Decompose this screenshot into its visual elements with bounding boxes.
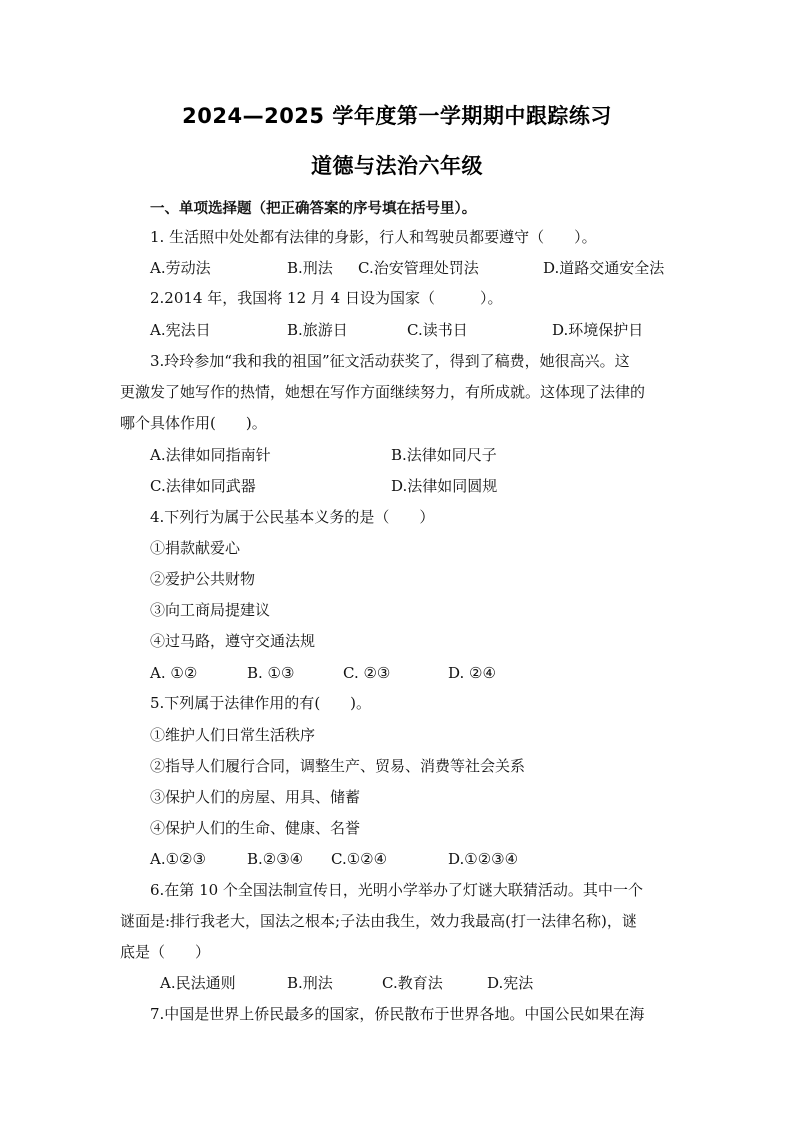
question-2-stem: 2.2014 年，我国将 12 月 4 日设为国家（ ）。: [150, 289, 503, 307]
question-5-option-a: A.①②③: [150, 850, 206, 868]
question-6-option-a: A.民法通则: [160, 974, 236, 992]
question-4-stem: 4.下列行为属于公民基本义务的是（ ）: [150, 508, 435, 526]
section-heading: 一、单项选择题（把正确答案的序号填在括号里）。: [150, 201, 477, 217]
question-3-line-2: 更激发了她写作的热情，她想在写作方面继续努力，有所成就。这体现了法律的: [120, 383, 646, 401]
question-1-option-b: B.刑法: [287, 259, 333, 277]
question-1-stem: 1. 生活照中处处都有法律的身影，行人和驾驶员都要遵守（ ）。: [150, 228, 597, 246]
question-6-option-b: B.刑法: [287, 974, 333, 992]
question-4-option-c: C. ②③: [343, 664, 391, 682]
question-4-option-b: B. ①③: [247, 664, 295, 682]
question-6-line-2: 谜面是:排行我老大，国法之根本;子法由我生，效力我最高(打一法律名称)，谜: [120, 912, 637, 930]
question-4-item-2: ②爱护公共财物: [150, 570, 256, 588]
question-4-item-4: ④过马路，遵守交通法规: [150, 632, 316, 650]
question-1-option-d: D.道路交通安全法: [543, 259, 665, 277]
document-title: 2024—2025 学年度第一学期期中跟踪练习: [182, 104, 612, 128]
question-4-item-1: ①捐款献爱心: [150, 539, 241, 557]
question-2-option-b: B.旅游日: [287, 321, 348, 339]
question-3-option-b: B.法律如同尺子: [391, 446, 497, 464]
question-4-item-3: ③向工商局提建议: [150, 601, 271, 619]
question-2-option-d: D.环境保护日: [552, 321, 644, 339]
question-6-option-d: D.宪法: [487, 974, 534, 992]
question-3-option-a: A.法律如同指南针: [150, 446, 271, 464]
question-6-line-1: 6.在第 10 个全国法制宣传日，光明小学举办了灯谜大联猜活动。其中一个: [150, 881, 643, 899]
question-7-line-1: 7.中国是世界上侨民最多的国家，侨民散布于世界各地。中国公民如果在海: [150, 1005, 645, 1023]
question-6-option-c: C.教育法: [382, 974, 443, 992]
question-5-item-3: ③保护人们的房屋、用具、储蓄: [150, 788, 361, 806]
question-5-item-2: ②指导人们履行合同，调整生产、贸易、消费等社会关系: [150, 757, 526, 775]
question-2-option-c: C.读书日: [407, 321, 468, 339]
question-5-stem: 5.下列属于法律作用的有( )。: [150, 694, 372, 712]
question-3-option-c: C.法律如同武器: [150, 477, 256, 495]
question-5-option-d: D.①②③④: [448, 850, 519, 868]
question-3-line-1: 3.玲玲参加“我和我的祖国”征文活动获奖了，得到了稿费，她很高兴。这: [150, 352, 630, 370]
question-4-option-d: D. ②④: [448, 664, 496, 682]
question-2-option-a: A.宪法日: [150, 321, 211, 339]
question-3-line-3: 哪个具体作用( )。: [120, 414, 267, 432]
question-3-option-d: D.法律如同圆规: [391, 477, 498, 495]
question-1-option-c: C.治安管理处罚法: [358, 259, 479, 277]
document-subtitle: 道德与法治六年级: [311, 154, 483, 178]
question-5-item-1: ①维护人们日常生活秩序: [150, 726, 316, 744]
question-5-option-b: B.②③④: [247, 850, 304, 868]
question-4-option-a: A. ①②: [150, 664, 198, 682]
question-5-option-c: C.①②④: [331, 850, 388, 868]
question-5-item-4: ④保护人们的生命、健康、名誉: [150, 819, 361, 837]
question-6-line-3: 底是（ ）: [120, 943, 211, 961]
question-1-option-a: A.劳动法: [150, 259, 211, 277]
